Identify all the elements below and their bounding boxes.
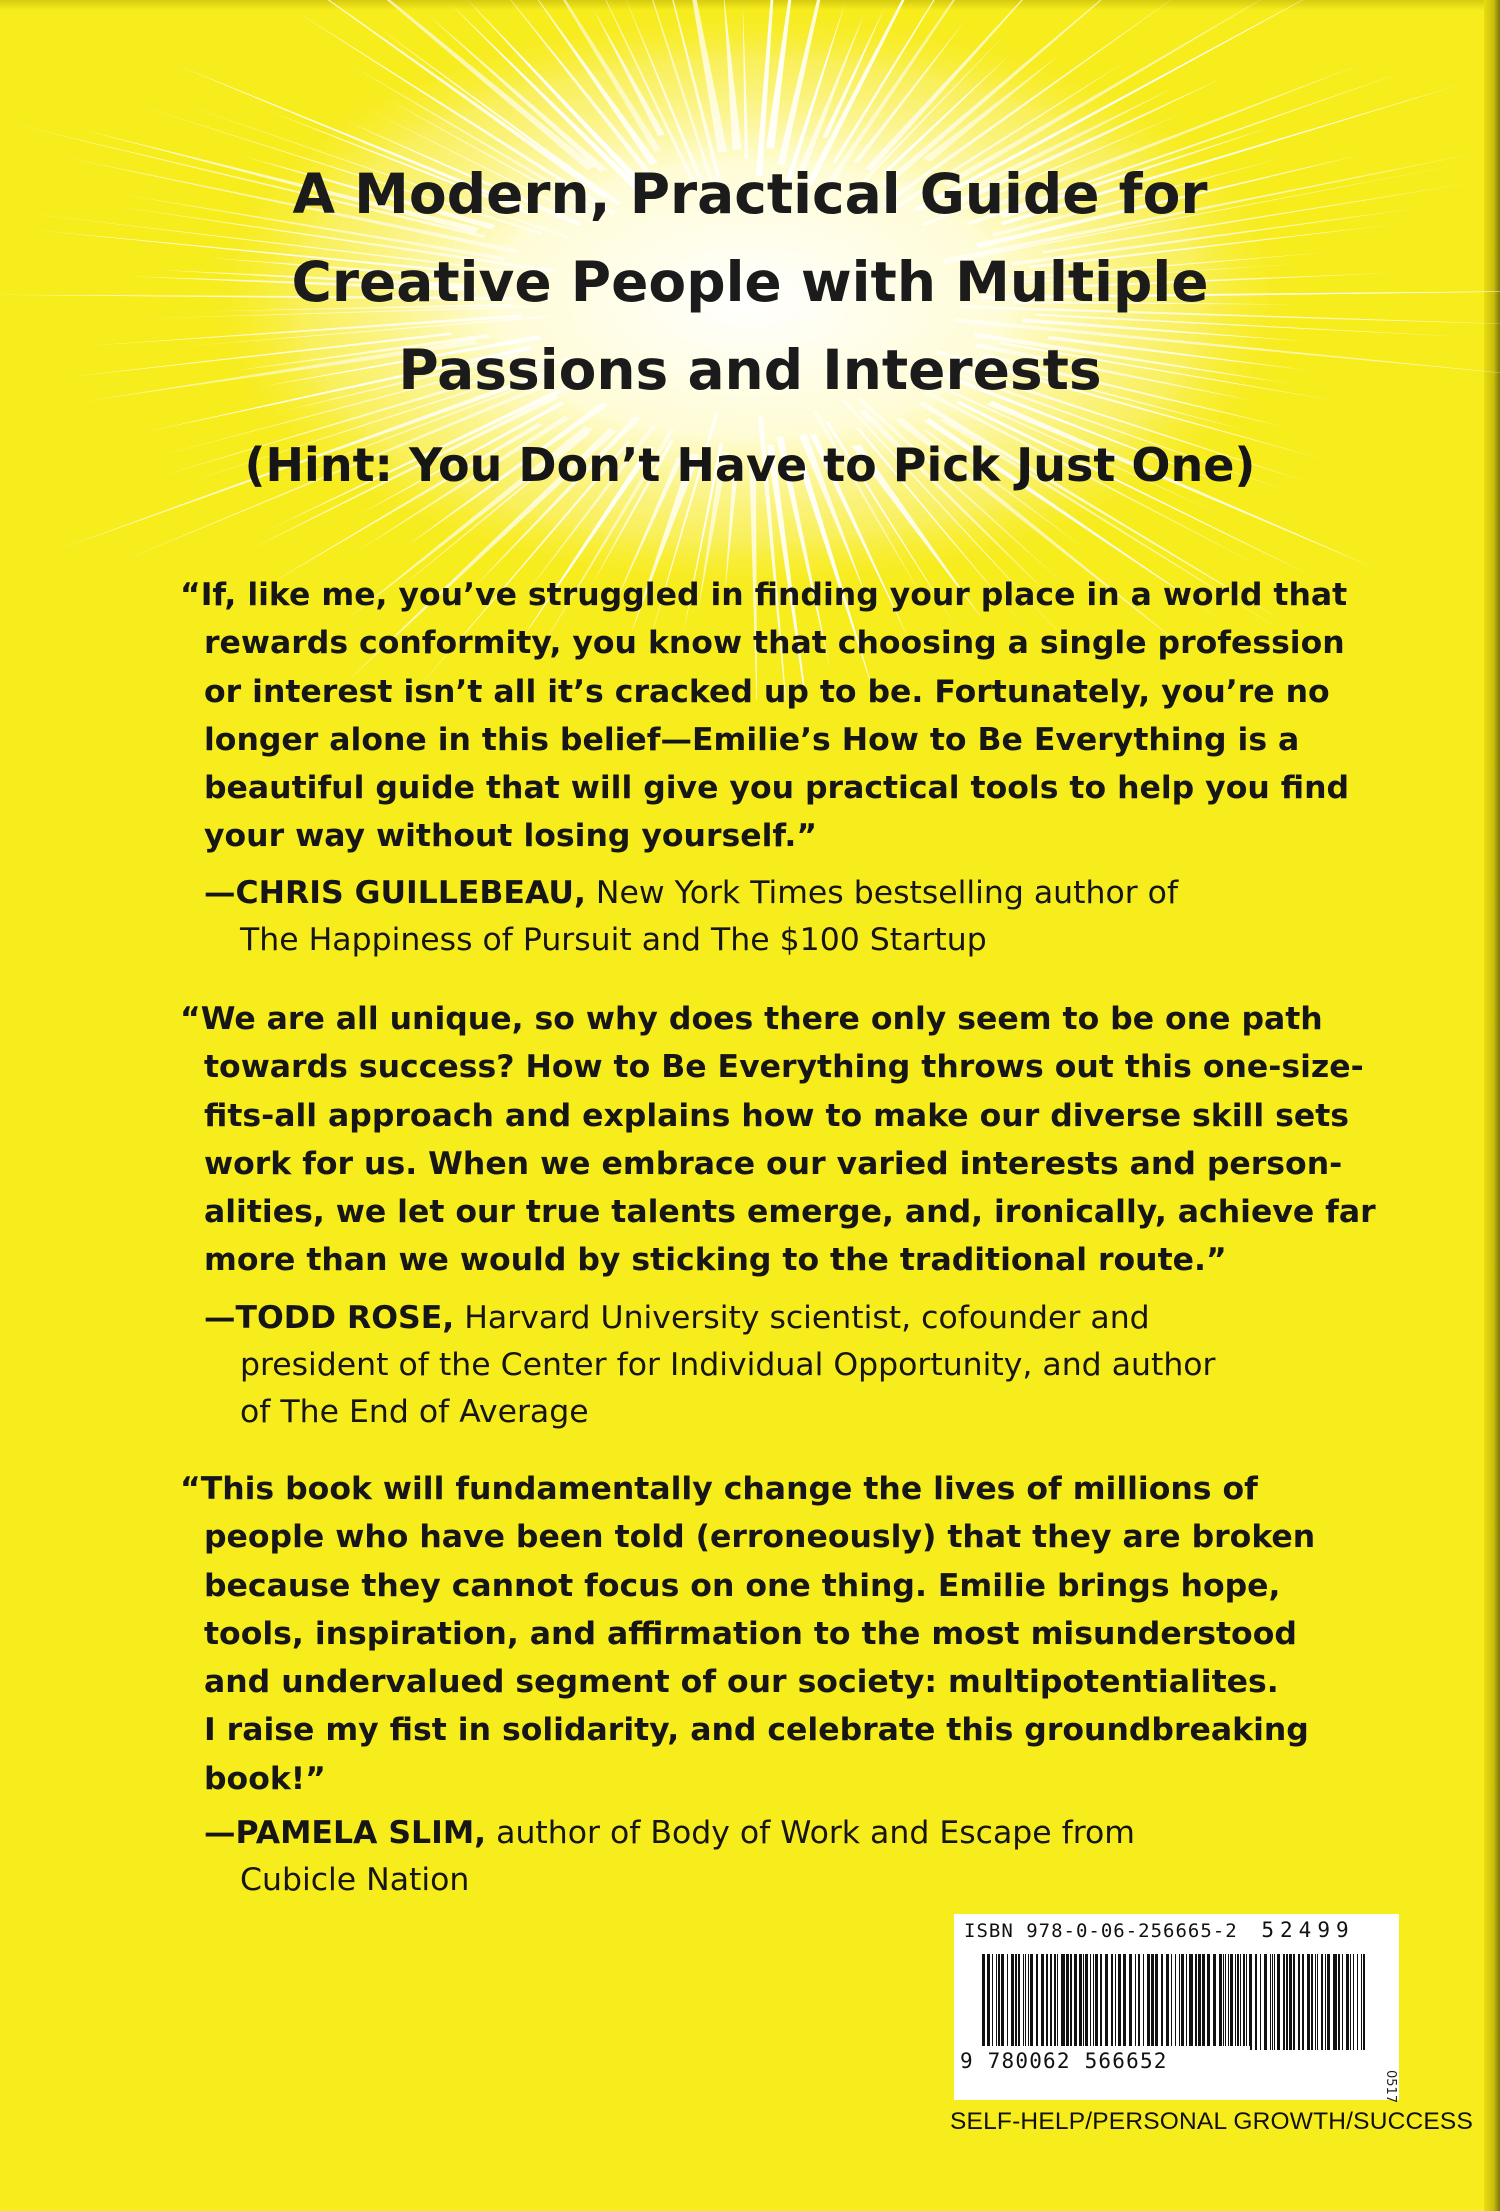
blurb-2-credit-1: Harvard University scientist, cofounder and bbox=[454, 1300, 1150, 1336]
blurb-2-credit-line-1 bbox=[204, 1295, 1354, 1342]
blurb-3-attribution bbox=[204, 1810, 1354, 1904]
barcode-bar bbox=[1346, 1954, 1349, 2050]
barcode-bar bbox=[1061, 1954, 1065, 2046]
barcode-bar bbox=[1155, 1954, 1158, 2046]
blurb-3-line-1: “This book will fundamentally change the lives of millions of bbox=[180, 1471, 1258, 1507]
blurb-2-line-4: work for us. When we embrace our varied interests and person- bbox=[204, 1145, 1343, 1182]
barcode-bar bbox=[1363, 1954, 1365, 2050]
barcode-bar bbox=[1129, 1954, 1132, 2046]
blurb-2-line-2: towards success? How to Be Everything throws out this one-size- bbox=[204, 1049, 1364, 1086]
barcode-bar bbox=[1036, 1954, 1038, 2046]
blurb-1-line-1: “If, like me, you’ve struggled in finding your place in a world that bbox=[180, 577, 1348, 613]
barcode-bar bbox=[1333, 1954, 1337, 2050]
barcode-bar bbox=[1151, 1954, 1154, 2046]
barcode-bar bbox=[1302, 1954, 1304, 2050]
blurb-1-credit-line-1 bbox=[204, 870, 1354, 917]
barcode-bar bbox=[1123, 1954, 1126, 2046]
barcode-bar bbox=[1179, 1954, 1180, 2046]
barcode-bar bbox=[1311, 1954, 1313, 2050]
barcode-bar bbox=[1186, 1954, 1187, 2046]
side-code: 0517 bbox=[1383, 2070, 1398, 2104]
price-barcode-icon bbox=[1250, 1954, 1365, 2050]
barcode-bar bbox=[1264, 1954, 1267, 2050]
blurb-1-author: —CHRIS GUILLEBEAU, bbox=[204, 875, 586, 911]
barcode-bar bbox=[1219, 1954, 1222, 2046]
blurb-3-line-6: I raise my fist in solidarity, and celebrate this groundbreaking bbox=[204, 1712, 1309, 1749]
blurb-3-author: —PAMELA SLIM, bbox=[204, 1815, 487, 1851]
barcode-bar bbox=[1260, 1954, 1261, 2050]
barcode-bar bbox=[1105, 1954, 1108, 2046]
barcode-bar bbox=[1070, 1954, 1072, 2046]
barcode-bar bbox=[1207, 1954, 1210, 2046]
barcode-bar bbox=[1066, 1954, 1069, 2046]
barcode-bar bbox=[1093, 1954, 1094, 2046]
blurb-2-quote bbox=[180, 995, 1376, 1285]
barcode-bar bbox=[1028, 1954, 1029, 2046]
barcode-bar bbox=[1074, 1954, 1077, 2046]
blurb-2-credit-3: of The End of Average bbox=[240, 1394, 589, 1430]
barcode-bar bbox=[1321, 1954, 1323, 2050]
barcode-bar bbox=[1357, 1954, 1358, 2050]
barcode-bar bbox=[1025, 1954, 1026, 2046]
barcode-bar bbox=[992, 1954, 993, 2046]
price-code: 52499 bbox=[1261, 1918, 1355, 1942]
barcode-bar bbox=[1298, 1954, 1300, 2050]
barcode-bar bbox=[1237, 1954, 1239, 2046]
barcode-bar bbox=[1198, 1954, 1201, 2046]
blurb-2-line-6: more than we would by sticking to the traditional route.” bbox=[204, 1242, 1227, 1279]
barcode-bar bbox=[1181, 1954, 1184, 2046]
barcode-bar bbox=[1338, 1954, 1340, 2050]
barcode-bar bbox=[1171, 1954, 1172, 2046]
barcode-bar bbox=[1041, 1954, 1044, 2046]
barcode-bar bbox=[1293, 1954, 1295, 2050]
ean-barcode-icon bbox=[982, 1954, 1252, 2046]
barcode-bar bbox=[1011, 1954, 1014, 2046]
blurb-2-line-1: “We are all unique, so why does there only seem to be one path bbox=[180, 1001, 1323, 1037]
barcode-bar bbox=[1228, 1954, 1229, 2046]
barcode-bar bbox=[1230, 1954, 1233, 2046]
book-category: SELF-HELP/PERSONAL GROWTH/SUCCESS bbox=[950, 2108, 1474, 2135]
barcode-bar bbox=[1057, 1954, 1058, 2046]
blurb-2-credit-2: president of the Center for Individual Opportunity, and author bbox=[240, 1347, 1216, 1383]
barcode-digits: 9 780062 566652 bbox=[960, 2049, 1168, 2073]
blurb-2-line-3: fits-all approach and explains how to make our diverse skill sets bbox=[204, 1097, 1350, 1134]
barcode-bar bbox=[1015, 1954, 1017, 2046]
barcode-bar bbox=[1327, 1954, 1330, 2050]
headline-line-2: Creative People with Multiple bbox=[291, 250, 1209, 314]
blurb-2-author: —TODD ROSE, bbox=[204, 1300, 455, 1336]
blurb-3-credit-line-1 bbox=[204, 1810, 1354, 1857]
barcode-bar bbox=[1111, 1954, 1113, 2046]
barcode-bar bbox=[1213, 1954, 1216, 2046]
barcode-bar bbox=[1175, 1954, 1176, 2046]
blurb-1-credit-1: New York Times bestselling author of bbox=[585, 875, 1179, 911]
barcode-bar bbox=[1054, 1954, 1056, 2046]
isbn-barcode-panel bbox=[954, 1914, 1399, 2100]
barcode-bar bbox=[1243, 1954, 1245, 2046]
isbn-label: ISBN 978-0-06-256665-2 bbox=[964, 1920, 1238, 1942]
barcode-bar bbox=[1270, 1954, 1271, 2050]
blurb-3-credit-1: author of Body of Work and Escape from bbox=[486, 1815, 1135, 1851]
blurb-1-line-3: or interest isn’t all it’s cracked up to be. Fortunately, you’re no bbox=[204, 673, 1330, 710]
blurb-3-line-2: people who have been told (erroneously) that they are broken bbox=[204, 1519, 1316, 1556]
barcode-bar bbox=[1085, 1954, 1088, 2046]
barcode-bar bbox=[1083, 1954, 1084, 2046]
barcode-bar bbox=[1046, 1954, 1048, 2046]
barcode-bar bbox=[1023, 1954, 1024, 2046]
headline-line-1: A Modern, Practical Guide for bbox=[292, 162, 1208, 226]
barcode-bar bbox=[1138, 1954, 1140, 2046]
blurb-3-line-4: tools, inspiration, and affirmation to the most misunderstood bbox=[204, 1615, 1297, 1652]
barcode-bar bbox=[1272, 1954, 1273, 2050]
blurb-1-line-4: longer alone in this belief—Emilie’s How to Be Everything is a bbox=[204, 721, 1300, 758]
barcode-bar bbox=[1361, 1954, 1362, 2050]
barcode-bar bbox=[1240, 1954, 1241, 2046]
headline-line-3: Passions and Interests bbox=[398, 338, 1102, 402]
barcode-bar bbox=[1223, 1954, 1224, 2046]
headline bbox=[150, 150, 1350, 414]
blurb-3-line-3: because they cannot focus on one thing. Emilie brings hope, bbox=[204, 1567, 1281, 1604]
barcode-bar bbox=[1235, 1954, 1236, 2046]
barcode-bar bbox=[1325, 1954, 1326, 2050]
barcode-bar bbox=[1289, 1954, 1292, 2050]
barcode-bar bbox=[1030, 1954, 1033, 2046]
barcode-bar bbox=[1079, 1954, 1082, 2046]
barcode-bar bbox=[1277, 1954, 1280, 2050]
barcode-bar bbox=[1286, 1954, 1288, 2050]
blurb-1-quote bbox=[180, 571, 1360, 861]
barcode-bar bbox=[1283, 1954, 1285, 2050]
barcode-bar bbox=[1307, 1954, 1310, 2050]
barcode-bar bbox=[1250, 1954, 1252, 2050]
barcode-bar bbox=[1100, 1954, 1102, 2046]
barcode-bar bbox=[1246, 1954, 1247, 2046]
barcode-bar bbox=[1274, 1954, 1275, 2050]
blurb-1-line-2: rewards conformity, you know that choosing a single profession bbox=[204, 625, 1345, 662]
barcode-bar bbox=[1007, 1954, 1008, 2046]
barcode-bar bbox=[1115, 1954, 1116, 2046]
barcode-bar bbox=[1090, 1954, 1091, 2046]
barcode-bar bbox=[1195, 1954, 1197, 2046]
barcode-bar bbox=[1166, 1954, 1169, 2046]
blurb-1-credit-2: The Happiness of Pursuit and The $100 Startup bbox=[240, 922, 987, 958]
barcode-bar bbox=[1202, 1954, 1205, 2046]
blurb-3-quote bbox=[180, 1465, 1360, 1803]
blurb-2-attribution bbox=[204, 1295, 1354, 1436]
barcode-bar bbox=[1118, 1954, 1121, 2046]
blurb-3-line-5: and undervalued segment of our society: multipotentialites. bbox=[204, 1664, 1279, 1701]
barcode-bar bbox=[1225, 1954, 1226, 2046]
barcode-bar bbox=[1147, 1954, 1150, 2046]
blurb-1-line-6: your way without losing yourself.” bbox=[204, 818, 818, 855]
barcode-bar bbox=[1189, 1954, 1193, 2046]
barcode-bar bbox=[998, 1954, 1000, 2046]
barcode-bar bbox=[1018, 1954, 1020, 2046]
barcode-bar bbox=[996, 1954, 997, 2046]
barcode-bar bbox=[1315, 1954, 1316, 2050]
barcode-bar bbox=[982, 1954, 985, 2046]
blurb-1-line-5: beautiful guide that will give you practical tools to help you find bbox=[204, 770, 1350, 807]
barcode-bar bbox=[1135, 1954, 1136, 2046]
barcode-bar bbox=[1350, 1954, 1351, 2050]
barcode-bar bbox=[1050, 1954, 1052, 2046]
blurb-1-attribution bbox=[204, 870, 1354, 964]
blurb-3-credit-2: Cubicle Nation bbox=[240, 1862, 470, 1898]
barcode-bar bbox=[1095, 1954, 1098, 2046]
barcode-bar bbox=[1143, 1954, 1144, 2046]
blurb-2-line-5: alities, we let our true talents emerge, and, ironically, achieve far bbox=[204, 1194, 1376, 1231]
barcode-bar bbox=[987, 1954, 990, 2046]
barcode-bar bbox=[1161, 1954, 1163, 2046]
barcode-bar bbox=[1342, 1954, 1343, 2050]
barcode-bar bbox=[1255, 1954, 1257, 2050]
barcode-bar bbox=[1001, 1954, 1004, 2046]
barcode-bar bbox=[1353, 1954, 1354, 2050]
blurb-3-line-7: book!” bbox=[204, 1760, 326, 1797]
barcode-bar bbox=[1317, 1954, 1318, 2050]
hint-subtitle: (Hint: You Don’t Have to Pick Just One) bbox=[244, 438, 1256, 492]
